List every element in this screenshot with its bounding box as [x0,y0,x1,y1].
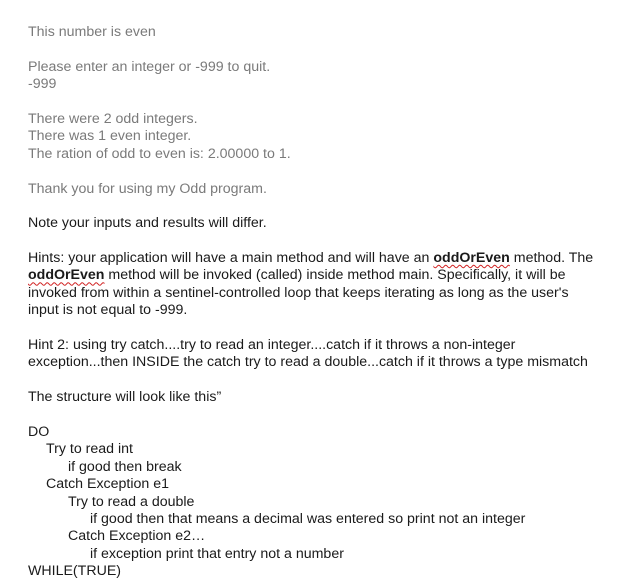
blank-line [28,163,628,180]
blank-line [28,233,628,250]
pseudo-line: Catch Exception e1 [46,476,170,493]
structure-intro: The structure will look like this” [28,389,222,406]
hint2-line-2: exception...then INSIDE the catch try to read a double...catch if it throws a type mismatch [28,354,588,371]
pseudo-line: WHILE(TRUE) [28,563,122,580]
pseudo-line: Catch Exception e2… [68,528,206,545]
pseudo-line: Try to read a double [68,493,195,510]
blank-line [28,372,628,389]
hints-line-4: input is not equal to -999. [28,302,188,319]
output-even-count: There was 1 even integer. [28,128,192,145]
blank-line [28,320,628,337]
output-prompt: Please enter an integer or -999 to quit. [28,58,271,75]
output-thanks: Thank you for using my Odd program. [28,180,267,197]
pseudo-line: if good then break [68,458,182,475]
output-ratio: The ration of odd to even is: 2.00000 to 1. [28,145,291,162]
blank-line [28,41,628,58]
pseudo-line: Try to read int [46,441,133,458]
document-body [28,24,628,581]
blank-line [28,198,628,215]
pseudo-line: if exception print that entry not a number [90,545,344,562]
note-text: Note your inputs and results will differ. [28,215,267,232]
output-input: -999 [28,76,57,93]
pseudo-line: DO [28,423,50,440]
hints-line-1 [28,250,628,267]
pseudo-line: if good then that means a decimal was entered so print not an integer [90,510,526,527]
hints-text-c: method will be invoked (called) inside method main. Specifically, it will be [104,267,566,284]
output-even-message: This number is even [28,24,156,40]
hints-text-a: Hints: your application will have a main method and will have an [28,250,434,267]
blank-line [28,94,628,111]
hints-line-2 [28,267,628,284]
blank-line [28,407,628,424]
method-name: oddOrEven [28,267,105,284]
method-name: oddOrEven [433,250,510,267]
output-odd-count: There were 2 odd integers. [28,110,198,127]
hints-line-3: invoked from within a sentinel-controlled loop that keeps iterating as long as the user's [28,284,569,301]
hints-text-b: method. The [509,250,594,267]
hint2-line-1: Hint 2: using try catch....try to read an integer....catch if it throws a non-integer [28,337,516,354]
